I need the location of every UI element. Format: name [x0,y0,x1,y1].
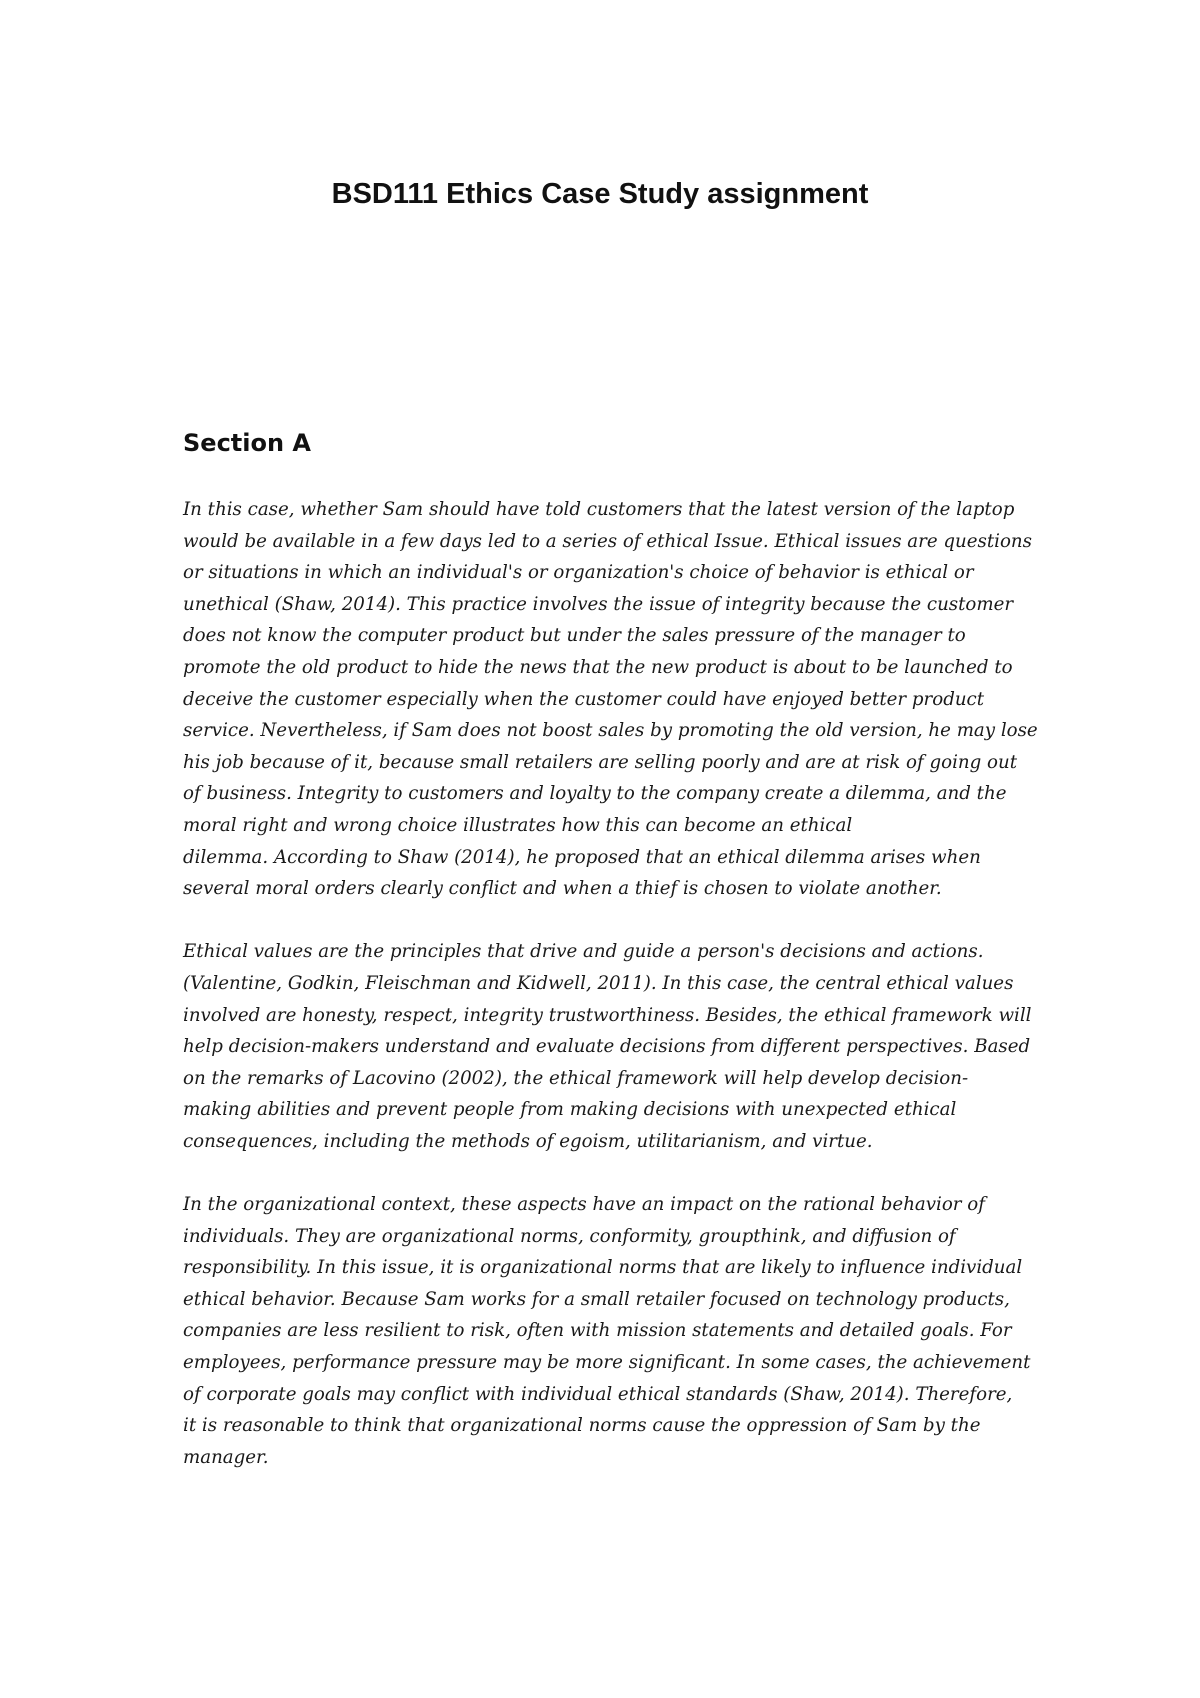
document-body [183,494,1038,1505]
text-line: manager. [183,1446,269,1468]
text-line: deceive the customer especially when the customer could have enjoyed better product [183,688,985,710]
document-title: BSD111 Ethics Case Study assignment [331,178,869,210]
text-line: service. Nevertheless, if Sam does not boost sales by promoting the old version, he may lose [183,720,1038,742]
text-line: several moral orders clearly conflict and when a thief is chosen to violate another. [183,878,942,900]
text-line: individuals. They are organizational norms, conformity, groupthink, and diffusion of [183,1225,956,1247]
text-line: In this case, whether Sam should have told customers that the latest version of the laptop [183,499,1015,520]
text-line: promote the old product to hide the news that the new product is about to be launched to [183,656,1013,678]
text-line: involved are honesty, respect, integrity trustworthiness. Besides, the ethical framework will [183,1004,1032,1026]
section-heading: Section A [183,429,311,457]
text-line: his job because of it, because small retailers are selling poorly and are at risk of going out [183,751,1018,773]
text-line: (Valentine, Godkin, Fleischman and Kidwell, 2011). In this case, the central ethical values [183,972,1014,994]
text-line: consequences, including the methods of egoism, utilitarianism, and virtue. [183,1130,873,1152]
text-line: does not know the computer product but under the sales pressure of the manager to [183,625,966,647]
text-line: help decision-makers understand and evaluate decisions from different perspectives. Based [183,1036,1031,1058]
text-line: would be available in a few days led to a series of ethical Issue. Ethical issues are questions [183,530,1032,552]
text-line: ethical behavior. Because Sam works for a small retailer focused on technology products, [183,1288,1010,1310]
text-line: companies are less resilient to risk, often with mission statements and detailed goals. For [183,1320,1012,1342]
text-line: making abilities and prevent people from making decisions with unexpected ethical [183,1099,957,1121]
text-line: it is reasonable to think that organizational norms cause the oppression of Sam by the [183,1415,981,1437]
text-line: responsibility. In this issue, it is organizational norms that are likely to influence individual [183,1257,1023,1279]
text-line: employees, performance pressure may be more significant. In some cases, the achievement [183,1352,1031,1374]
text-line: In the organizational context, these aspects have an impact on the rational behavior of [183,1194,985,1216]
text-line: on the remarks of Lacovino (2002), the ethical framework will help develop decision- [183,1067,969,1089]
paragraph-organizational-context [183,1189,1033,1473]
paragraph-ethical-issues [183,494,1038,905]
paragraph-ethical-values [183,936,1033,1157]
text-line: of corporate goals may conflict with individual ethical standards (Shaw, 2014). Therefore, [183,1383,1013,1405]
text-line: unethical (Shaw, 2014). This practice involves the issue of integrity because the customer [183,593,1014,615]
text-line: or situations in which an individual's or organization's choice of behavior is ethical or [183,562,974,584]
text-line: Ethical values are the principles that drive and guide a person's decisions and actions. [183,941,984,963]
text-line: of business. Integrity to customers and loyalty to the company create a dilemma, and the [183,783,1007,805]
text-line: dilemma. According to Shaw (2014), he proposed that an ethical dilemma arises when [183,846,981,868]
text-line: moral right and wrong choice illustrates how this can become an ethical [183,814,853,836]
